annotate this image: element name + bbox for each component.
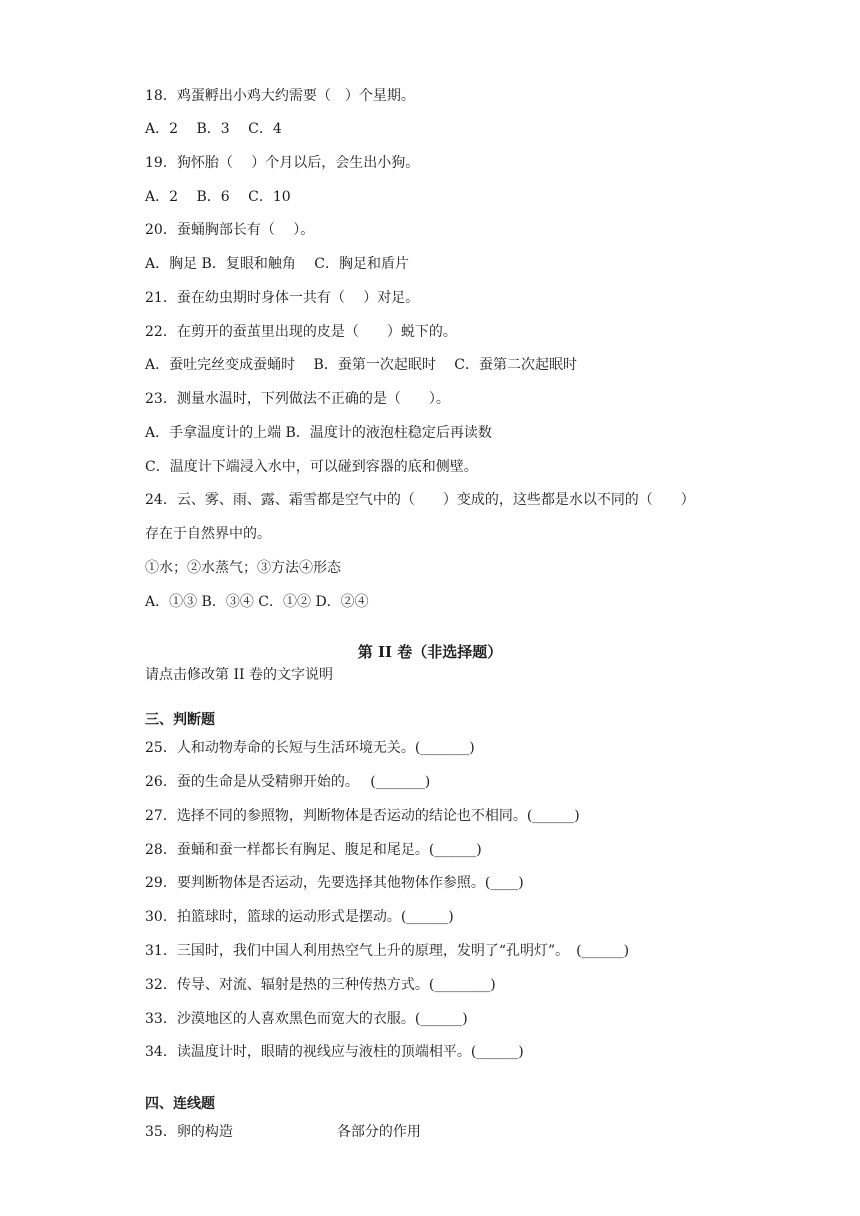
question-34: 34．读温度计时，眼睛的视线应与液柱的顶端相平。(______) — [145, 1044, 524, 1060]
question-29: 29．要判断物体是否运动，先要选择其他物体作参照。(____) — [145, 875, 524, 891]
volume-2-note[interactable]: 请点击修改第 II 卷的文字说明 — [145, 667, 333, 683]
question-18-options: A．2 B．3 C．4 — [145, 121, 282, 137]
question-21: 21．蚕在幼虫期时身体一共有（ ）对足。 — [145, 290, 420, 306]
question-32: 32．传导、对流、辐射是热的三种传热方式。(________) — [145, 977, 496, 993]
question-24-items: ①水；②水蒸气；③方法④形态 — [145, 560, 341, 576]
question-35 — [145, 1122, 421, 1142]
question-28: 28．蚕蛹和蚕一样都长有胸足、腹足和尾足。(______) — [145, 842, 482, 858]
question-33: 33．沙漠地区的人喜欢黑色而宽大的衣服。(______) — [145, 1011, 468, 1027]
volume-2-title: 第 II 卷（非选择题） — [357, 643, 503, 661]
question-30: 30．拍篮球时，篮球的运动形式是摆动。(______) — [145, 909, 454, 925]
question-26: 26．蚕的生命是从受精卵开始的。 (_______) — [145, 774, 431, 790]
question-19-options: A．2 B．6 C．10 — [145, 189, 291, 205]
question-20-options: A．胸足 B．复眼和触角 C．胸足和盾片 — [145, 256, 410, 272]
question-22: 22．在剪开的蚕茧里出现的皮是（ ）蜕下的。 — [145, 324, 457, 340]
question-25: 25．人和动物寿命的长短与生活环境无关。(_______) — [145, 740, 475, 756]
question-24-options: A．①③ B．③④ C．①② D．②④ — [145, 594, 369, 610]
question-35-right-column: 各部分的作用 — [336, 1124, 421, 1140]
question-24-continuation: 存在于自然界中的。 — [145, 526, 271, 542]
question-35-left-column: 35．卵的构造 — [145, 1124, 233, 1140]
question-19: 19．狗怀胎（ ）个月以后，会生出小狗。 — [145, 155, 420, 171]
question-18: 18．鸡蛋孵出小鸡大约需要（ ）个星期。 — [145, 88, 415, 104]
question-23-options-c: C．温度计下端浸入水中，可以碰到容器的底和侧壁。 — [145, 459, 478, 475]
question-24: 24．云、雾、雨、露、霜雪都是空气中的（ ）变成的，这些都是水以不同的（ ） — [145, 492, 695, 508]
section-4-heading: 四、连线题 — [145, 1096, 215, 1112]
section-3-heading: 三、判断题 — [145, 712, 215, 728]
question-22-options: A．蚕吐完丝变成蚕蛹时 B．蚕第一次起眠时 C．蚕第二次起眠时 — [145, 357, 578, 373]
question-31: 31．三国时，我们中国人利用热空气上升的原理，发明了“孔明灯”。 (______) — [145, 943, 630, 959]
question-23: 23．测量水温时，下列做法不正确的是（ ）。 — [145, 391, 450, 407]
question-20: 20．蚕蛹胸部长有（ ）。 — [145, 222, 315, 238]
question-23-options-ab: A．手拿温度计的上端 B．温度计的液泡柱稳定后再读数 — [145, 425, 492, 441]
question-27: 27．选择不同的参照物，判断物体是否运动的结论也不相同。(______) — [145, 808, 580, 824]
